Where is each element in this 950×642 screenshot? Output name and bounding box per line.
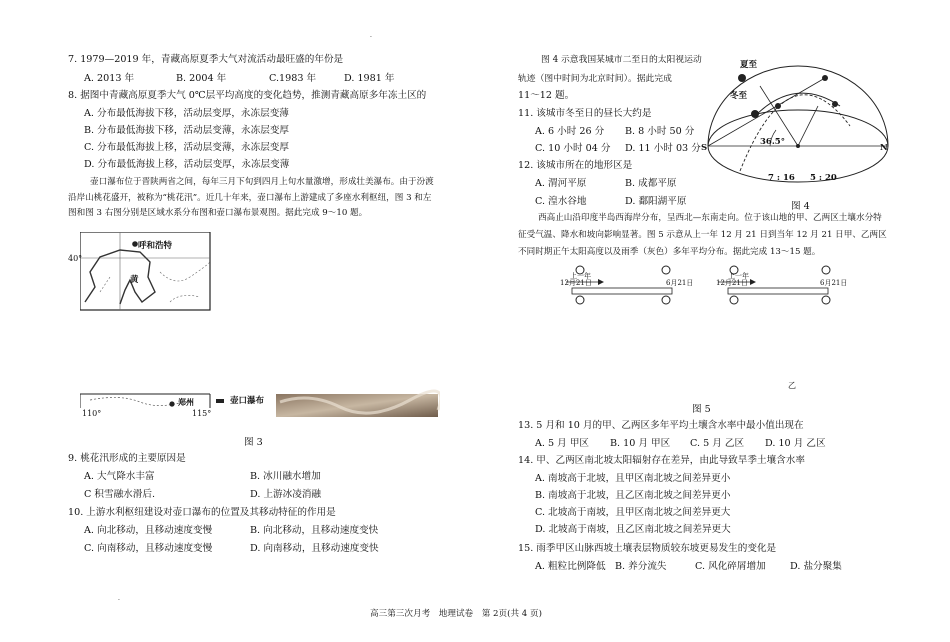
fig3-label-huhehaote: 呼和浩特 [138,241,173,251]
fig5-label-jun21-left: 6月21日 [666,279,694,287]
fig4-label-time2: 5 : 20 [810,173,837,183]
fig4-label-dongzhi: 冬至 [730,91,748,101]
q15-option-b: B. 养分流失 [615,561,667,572]
figure-4-diagram [700,56,895,194]
q8-stem: 8. 据图中青藏高原夏季大气 0℃层平均高度的变化趋势，推测青藏高原多年冻土区的 [68,90,427,101]
q13-option-d: D. 10 月 乙区 [765,438,826,449]
fig3-label-huang: 黄 [130,275,139,285]
page-footer: 高三第三次月考 地理试卷 第 2页(共 4 页) [370,609,542,619]
fig5-label-dec21-right: 12月21日 [716,279,748,287]
q10-option-b: B. 向北移动，且移动速度变快 [250,525,379,536]
q14-stem: 14. 甲、乙两区南北坡太阳辐射存在差异，由此导致旱季土壤含水率 [518,455,805,466]
figure-3 [68,232,440,422]
q13-stem: 13. 5 月和 10 月的甲、乙两区多年平均土壤含水率中最小值出现在 [518,420,804,431]
passage-hukou: 壶口瀑布位于晋陕两省之间，每年三月下旬到四月上旬水量激增，形成壮美瀑布。由于汾渡沿岸山桃花盛开，被称为“桃花汛”。近几十年来，壶口瀑布上游建成了多座水利枢纽，图 3 和左图和图 3 右图分别是区域水系分布图和壶口瀑布景观图。据此完成 9～10 题。 [68,177,434,218]
fig4-label-angle: 36.5° [760,137,785,147]
q15-stem: 15. 雨季甲区山脉西坡土壤表层物质较东坡更易发生的变化是 [518,543,777,554]
q10-option-a: A. 向北移动，且移动速度变慢 [84,525,213,536]
fig3-label-zhengzhou: 郑州 [178,397,194,407]
figure-3-map [80,232,440,422]
q13-option-b: B. 10 月 甲区 [610,438,671,449]
figure-5 [558,262,858,394]
q14-option-d: D. 北坡高于南坡，且乙区南北坡之间差异更大 [535,524,731,535]
figure-4 [700,56,895,194]
fig4-label-xiazhi: 夏至 [740,60,758,70]
q15-option-c: C. 风化碎屑增加 [695,561,766,572]
q11-option-b: B. 8 小时 50 分 [625,126,695,137]
q10-option-d: D. 向南移动，且移动速度变快 [250,543,379,554]
q8-option-d: D. 分布最低海拔上移，活动层变厚，永冻层变薄 [84,159,290,170]
q11-option-a: A. 6 小时 26 分 [535,126,605,137]
q7-option-a: A. 2013 年 [84,73,135,84]
q10-stem: 10. 上游水利枢纽建设对壶口瀑布的位置及其移动特征的作用是 [68,507,336,518]
passage-fig5: 西高止山沿印度半岛西海岸分布，呈西北—东南走向。位于该山地的甲、乙两区土壤水分特征受气温、降水和坡向影响显著。图 5 示意从上一年 12 月 21 日到当年 12 月 21 日甲、乙两区不同时期正午太阳高度以及雨季（灰色）多年平均分布。据此完成 13～15 题。 [518,213,887,257]
fig5-label-prev-year-left: 上一年 [570,272,591,280]
fig5-label-dec21-left: 12月21日 [560,279,592,287]
fig5-label-prev-year-right: 上一年 [728,272,749,280]
q12-option-c: C. 湟水谷地 [535,196,587,207]
top-mark: . [370,32,372,39]
q15-option-a: A. 粗粒比例降低 [535,561,606,572]
q11-stem: 11. 该城市冬至日的昼长大约是 [518,108,652,119]
q9-stem: 9. 桃花汛形成的主要原因是 [68,453,186,464]
q14-option-b: B. 南坡高于北坡，且乙区南北坡之间差异更小 [535,490,731,501]
fig5-caption: 图 5 [692,404,711,415]
q15-option-d: D. 盐分聚集 [790,561,842,572]
q7-stem: 7. 1979—2019 年，青藏高原夏季大气对流活动最旺盛的年份是 [68,54,344,65]
q8-option-b: B. 分布最低海拔下移，活动层变薄，永冻层变厚 [84,125,290,136]
fig4-intro-line2: 轨迹（图中时间为北京时间）。据此完成 [518,74,672,84]
fig3-caption: 图 3 [244,437,263,448]
q8-option-c: C. 分布最低海拔上移，活动层变薄，永冻层变厚 [84,142,289,153]
q9-option-c: C 积雪融水滑后. [84,489,156,500]
q11-option-c: C. 10 小时 04 分 [535,143,611,154]
q9-option-b: B. 冰川融水增加 [250,471,321,482]
q10-option-c: C. 向南移动，且移动速度变慢 [84,543,213,554]
q14-option-a: A. 南坡高于北坡，且甲区南北坡之间差异更小 [535,473,731,484]
q7-option-d: D. 1981 年 [344,73,395,84]
fig3-label-lon115: 115° [192,409,212,418]
q7-option-c: C.1983 年 [269,73,317,84]
q13-option-a: A. 5 月 甲区 [535,438,590,449]
q8-option-a: A. 分布最低海拔下移，活动层变厚，永冻层变薄 [84,108,289,119]
q7-option-b: B. 2004 年 [176,73,227,84]
q9-option-a: A. 大气降水丰富 [84,471,155,482]
q12-option-d: D. 鄱阳湖平原 [625,196,687,207]
fig3-label-lat40: 40° [68,254,83,263]
q14-option-c: C. 北坡高于南坡，且甲区南北坡之间差异更大 [535,507,731,518]
fig4-intro-line1: 图 4 示意我国某城市二至日的太阳视运动 [541,55,702,65]
fig3-legend-hukou: 壶口瀑布 [230,396,265,406]
q13-option-c: C. 5 月 乙区 [690,438,745,449]
fig5-label-yi: 乙 [788,381,796,390]
q12-option-b: B. 成都平原 [625,178,677,189]
bottom-mark: . [118,595,120,602]
fig5-label-jun21-right: 6月21日 [820,279,848,287]
fig4-label-n: N [880,143,888,153]
q12-stem: 12. 该城市所在的地形区是 [518,160,633,171]
fig4-caption: 图 4 [791,201,810,212]
figure-5-diagram [558,262,858,392]
fig4-label-s: S [701,143,708,153]
fig4-intro-line3: 11～12 题。 [518,90,575,101]
fig3-label-lon110: 110° [82,409,102,418]
q9-option-d: D. 上游冰凌消融 [250,489,322,500]
q11-option-d: D. 11 小时 03 分 [625,143,701,154]
q12-option-a: A. 渭河平原 [535,178,587,189]
fig4-label-time1: 7 : 16 [768,173,795,183]
